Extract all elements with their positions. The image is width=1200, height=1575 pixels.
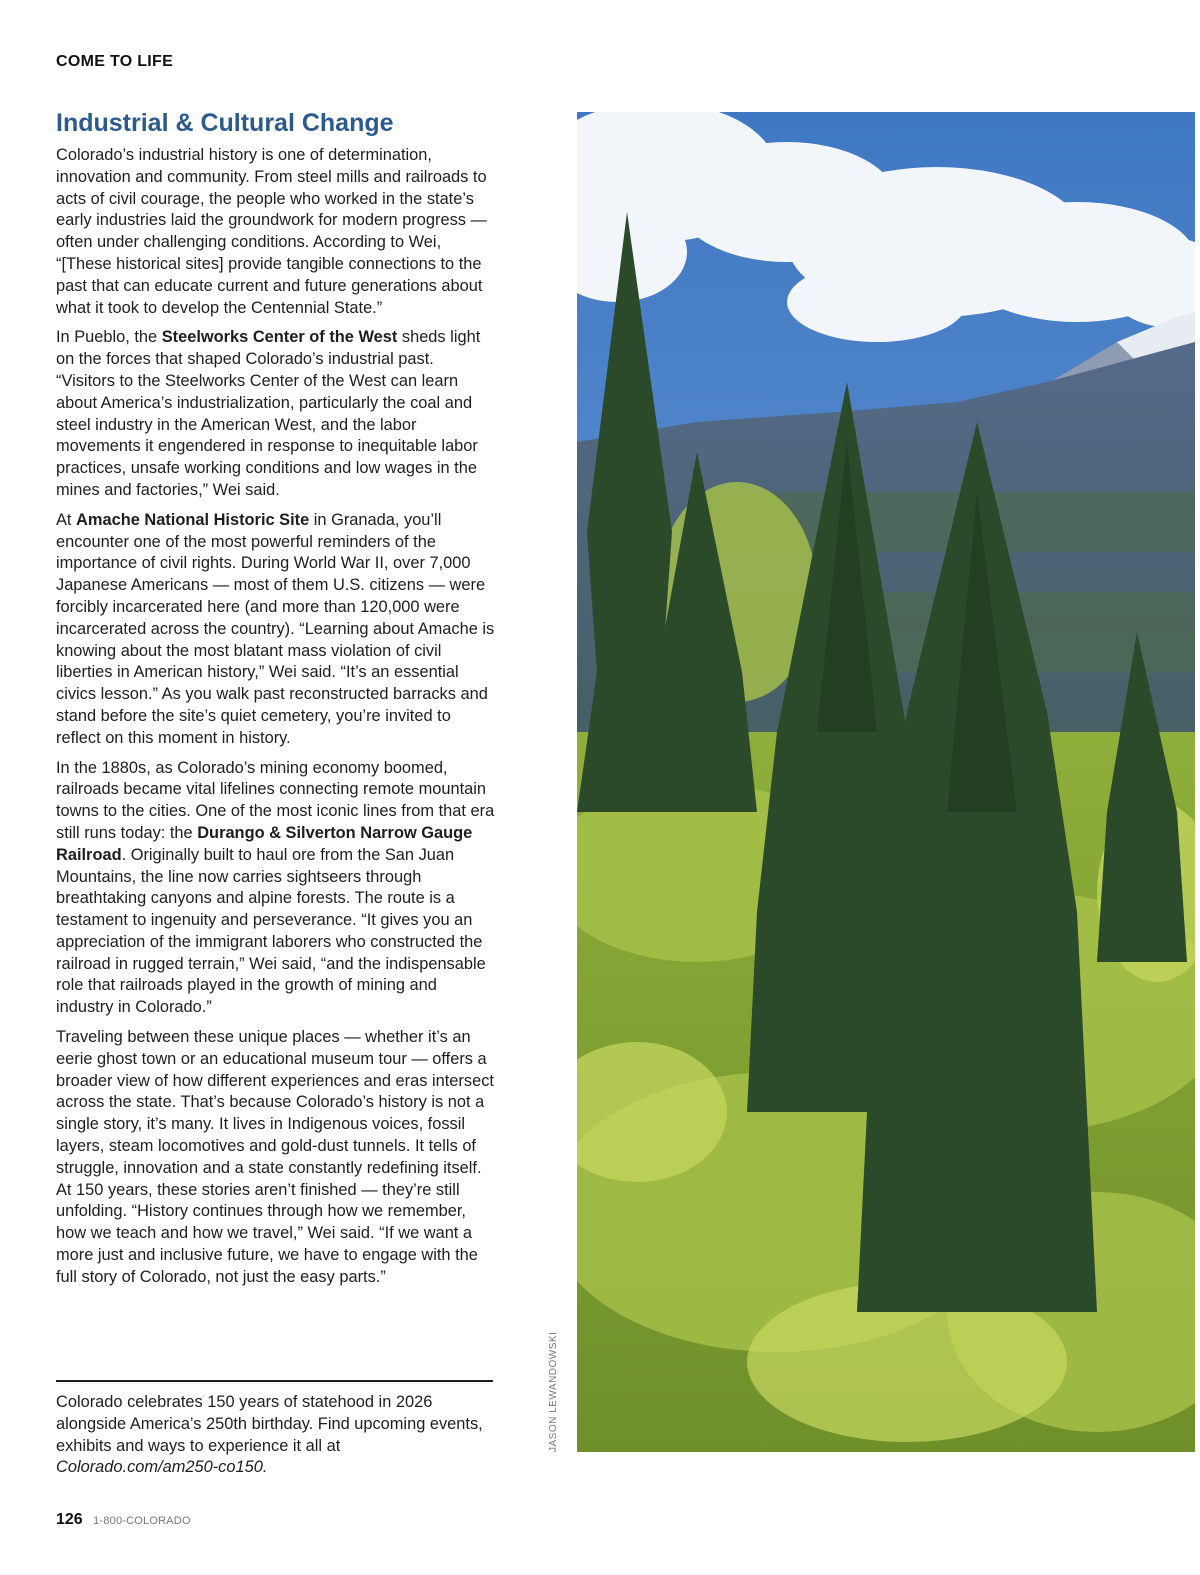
place-name-steelworks: Steelworks Center of the West (161, 328, 398, 347)
callout-body: Colorado celebrates 150 years of statehood in 2026 alongside America’s 250th birthday. Find upcoming events, exhibits and ways to experience it all at (56, 1393, 483, 1455)
paragraph-text: . Originally built to haul ore from the San Juan Mountains, the line now carries sightseers through breathtaking canyons and alpine forests. The route is a testament to ingenuity and perseverance. “It gives you an appreciation of the immigrant laborers who constructed the railroad in rugged terrain,” Wei said, “and the indispensable role that railroads played in the growth of mining and industry in Colorado.” (56, 845, 486, 1017)
paragraph-steelworks (56, 327, 496, 501)
article-heading: Industrial & Cultural Change (56, 109, 394, 137)
page-footer (56, 1511, 191, 1529)
paragraph-text: In the 1880s, as Colorado’s mining economy boomed, railroads became vital lifelines connecting remote mountain towns to the cities. One of the most iconic lines from that era still runs today: the (56, 758, 495, 842)
paragraph-railroad (56, 758, 496, 1020)
place-name-amache: Amache National Historic Site (76, 510, 310, 529)
paragraph-text: in Granada, you’ll encounter one of the most powerful reminders of the importance of civil rights. During World War II, over 7,000 Japanese Americans — most of them U.S. citizens — were forcibly incarcerated here (and more than 120,000 were incarcerated across the country). “Learning about Amache is knowing about the most blatant mass violation of civil liberties in American history,” Wei said. “It’s an essential civics lesson.” As you walk past reconstructed barracks and stand before the site’s quiet cemetery, you’re invited to reflect on this moment in history. (56, 510, 495, 747)
callout-link[interactable]: Colorado.com/am250-co150. (56, 1458, 268, 1477)
paragraph-closing: Traveling between these unique places — whether it’s an eerie ghost town or an educational museum tour — offers a broader view of how different experiences and eras intersect across the state. That’s because Colorado’s history is not a single story, it’s many. It lives in Indigenous voices, fossil layers, steam locomotives and gold-dust tunnels. It tells of struggle, innovation and a state constantly redefining itself. At 150 years, these stories aren’t finished — they’re still unfolding. “History continues through how we remember, how we teach and how we travel,” Wei said. “If we want a more just and inclusive future, we have to engage with the full story of Colorado, not just the easy parts.” (56, 1028, 494, 1286)
callout-text (56, 1392, 496, 1479)
place-name-railroad: Durango & Silverton Narrow Gauge Railroad (56, 823, 473, 864)
divider (56, 1380, 493, 1382)
article (56, 107, 496, 1297)
page-number: 126 (56, 1511, 83, 1528)
paragraph-text: sheds light on the forces that shaped Colorado’s industrial past. “Visitors to the Steelworks Center of the West can learn about America’s industrialization, particularly the coal and steel industry in the American West, and the labor movements it engendered in response to inequitable labor practices, unsafe working conditions and low wages in the mines and factories,” Wei said. (56, 328, 481, 499)
phone-number: 1-800-COLORADO (93, 1515, 191, 1527)
paragraph-intro: Colorado’s industrial history is one of determination, innovation and community. From steel mills and railroads to acts of civil courage, the people who worked in the state’s early industries laid the groundwork for modern progress — often under challenging conditions. According to Wei, “[These historical sites] provide tangible connections to the past that can educate current and future generations about what it took to develop the Centennial State.” (56, 146, 487, 317)
forest-mountain-photo (577, 112, 1195, 1452)
section-label: COME TO LIFE (56, 53, 174, 70)
photo-credit: JASON LEWANDOWSKI (548, 1331, 559, 1452)
paragraph-text: In Pueblo, the (56, 328, 162, 347)
paragraph-text: At (56, 510, 77, 529)
paragraph-amache (56, 510, 496, 750)
